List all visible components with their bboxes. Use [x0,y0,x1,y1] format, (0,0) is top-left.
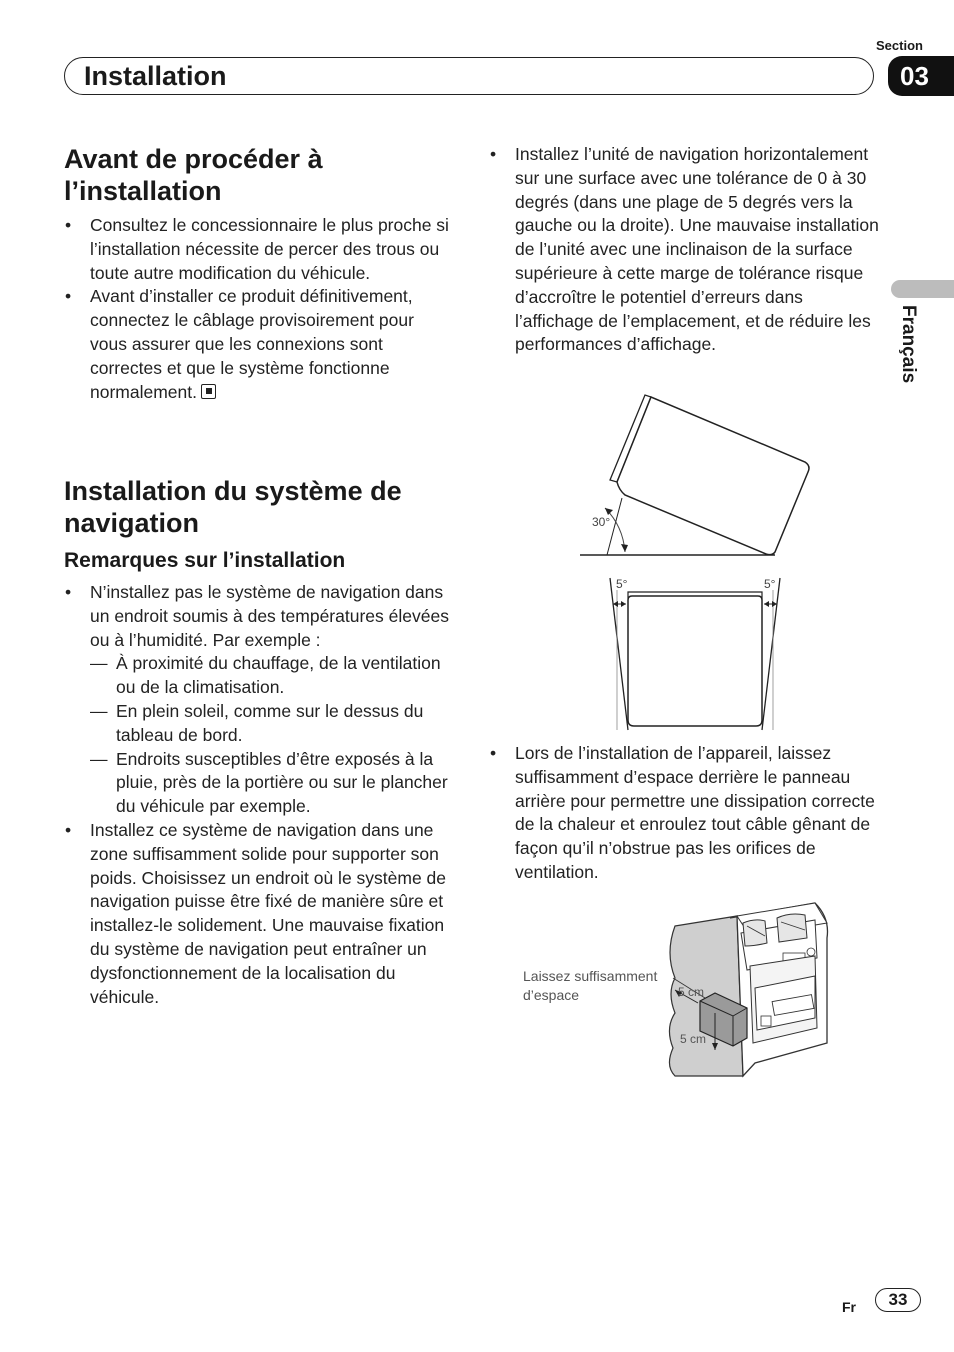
language-label: Français [898,305,919,384]
lateral-tolerance-figure [580,570,800,735]
language-code: Fr [842,1299,856,1315]
page-number: 33 [875,1288,921,1312]
subheading-remarks: Remarques sur l’installation [64,549,346,572]
list-item: • Avant d’installer ce produit définitivement, connectez le câblage provisoirement pour vous assurer que les connexions sont correctes et que le système fonctionne normalement. [65,286,414,402]
sub-list-item: — À proximité du chauffage, de la ventilation ou de la climatisation. [90,653,441,698]
end-of-section-icon [201,384,216,399]
list-item: • Consultez le concessionnaire le plus proche si l’installation nécessite de percer des trous ou toute autre modification du véhicule. [65,215,449,283]
angle-label-left: 5° [616,577,628,591]
angle-label: 30° [592,515,611,529]
list-item: • N’installez pas le système de navigation dans un endroit soumis à des températures élevées ou à l’humidité. Par exemple : — À proximité du chauffage, de la ventilation ou de la climatisation. — En plein soleil, comme sur le dessus du tableau de bord. — Endroits susceptibles d’être exposés à la pluie, près de la portière ou sur le plancher du véhicule par exemple. [64,581,454,819]
heading-line: Installation du système de [64,476,402,506]
remarks-list [64,581,454,1009]
before-install-list [64,214,454,404]
heading-line: l’installation [64,176,222,206]
section-number-badge: 03 [888,56,954,96]
language-tab [891,280,954,298]
orientation-note [489,143,881,357]
dimension-top: 5 cm [678,985,705,999]
tilt-angle-figure [575,390,815,560]
sub-list-item: — En plein soleil, comme sur le dessus du tableau de bord. [90,700,424,745]
heading-line: Avant de procéder à [64,144,323,174]
angle-label-right: 5° [764,577,776,591]
list-item: • Installez ce système de navigation dans une zone suffisamment solide pour supporter son poids. Choisissez un endroit où le système de navigation puisse être fixé de manière sûre et installez-le solidement. Une mauvaise fixation du système de navigation peut entraîner un dysfonctionnement de la localisation du véhicule. [65,819,447,1007]
heading-line: navigation [64,508,200,538]
heading-nav-install [64,475,464,539]
list-item: • Lors de l’installation de l’appareil, laissez suffisamment d’espace derrière le panneau arrière pour permettre une dissipation correcte de la chaleur et enroulez tout câble gênant de façon qu’il n’obstrue pas les orifices de ventilation. [490,743,875,882]
list-item: • Installez l’unité de navigation horizontalement sur une surface avec une tolérance de 0 à 30 degrés (dans une plage de 5 degrés vers la gauche ou la droite). Une mauvaise installation de l’unité avec une inclinaison de la surface supérieure à cette marge de tolérance risque d’accroître le potentiel d’erreurs dans l’affichage de l’emplacement, et de réduire les performances d’affichage. [490,144,879,355]
sub-list-item: — Endroits susceptibles d’être exposés à la pluie, près de la portière ou sur le plancher du véhicule par exemple. [90,748,448,817]
heading-before-install [64,143,464,207]
clearance-label-line: d’espace [523,987,580,1003]
clearance-figure [515,898,840,1083]
ventilation-note [489,742,881,885]
dimension-bottom: 5 cm [680,1032,707,1046]
chapter-title: Installation [84,61,227,91]
section-label: Section [876,38,923,53]
clearance-label-line: Laissez suffisamment [523,968,658,984]
